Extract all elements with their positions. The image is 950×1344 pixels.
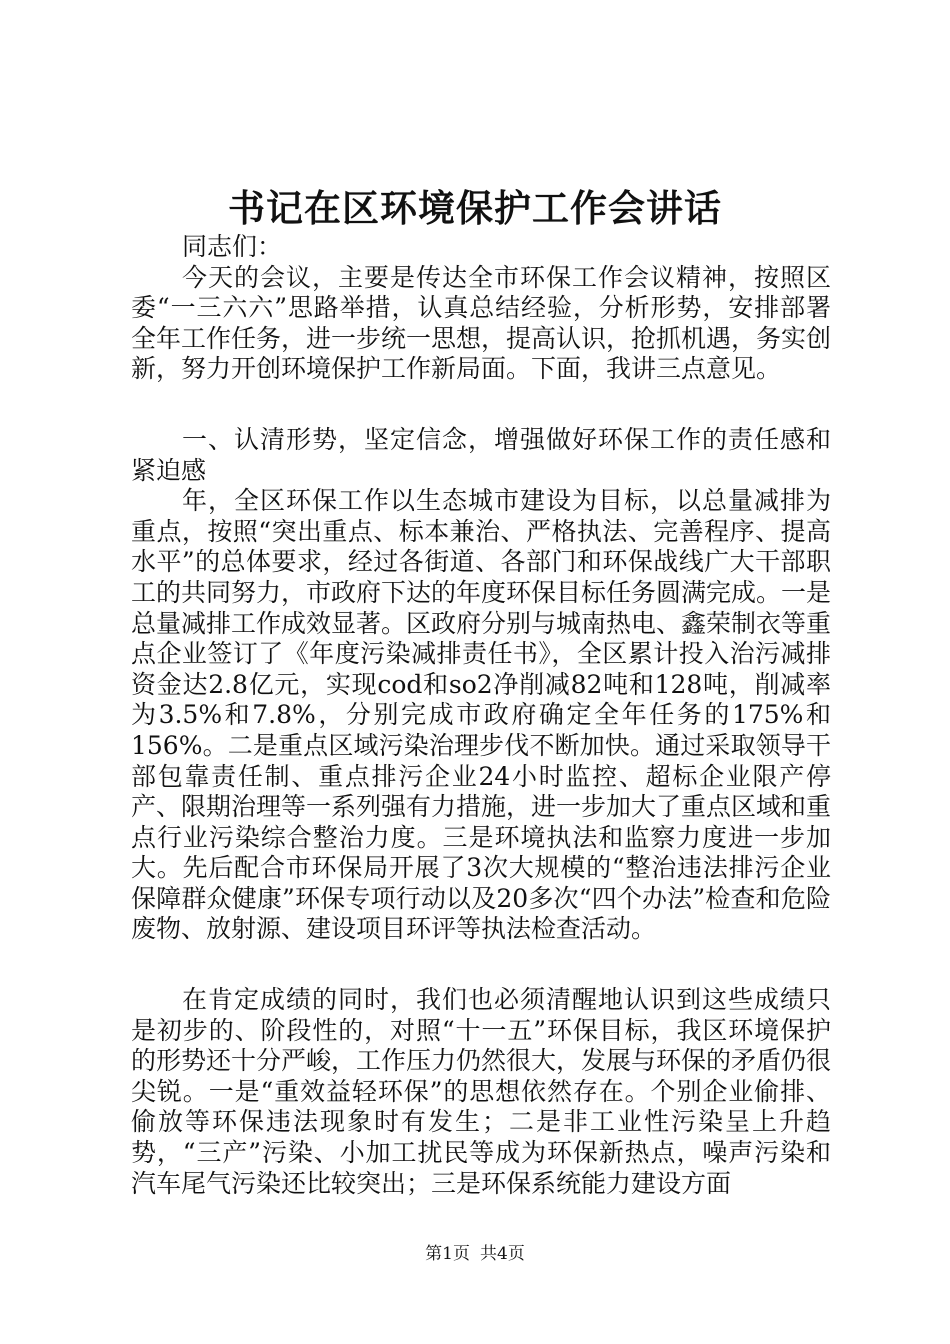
page-number: 第1页 [425,1244,470,1264]
achievements-paragraph: 年，全区环保工作以生态城市建设为目标，以总量减排为重点，按照“突出重点、标本兼治、严格执法、完善程序、提高水平”的总体要求，经过各街道、各部门和环保战线广大干部职工的共同努力，市政府下达的年度环保目标任务圆满完成。一是总量减排工作成效显著。区政府分别与城南热电、鑫荣制衣等重点企业签订了《年度污染减排责任书》，全区累计投入治污减排资金达2.8亿元，实现cod和so2净削减82吨和128吨，削减率为3.5%和7.8%，分别完成市政府确定全年任务的175%和156%。二是重点区域污染治理步伐不断加快。通过采取领导干部包靠责任制、重点排污企业24小时监控、超标企业限产停产、限期治理等一系列强有力措施，进一步加大了重点区域和重点行业污染综合整治力度。三是环境执法和监察力度进一步加大。先后配合市环保局开展了3次大规模的“整治违法排污企业保障群众健康”环保专项行动以及20多次“四个办法”检查和危险废物、放射源、建设项目环评等执法检查活动。 [131,486,832,944]
page-total: 共4页 [480,1244,525,1264]
intro-paragraph: 今天的会议，主要是传达全市环保工作会议精神，按照区委“一三六六”思路举措，认真总结经验，分析形势，安排部署全年工作任务，进一步统一思想，提高认识，抢抓机遇，务实创新，努力开创环境保护工作新局面。下面，我讲三点意见。 [131,262,832,384]
salutation: 同志们： [182,232,283,261]
document-title: 书记在区环境保护工作会讲话 [228,186,722,230]
paragraph-spacer [131,945,831,985]
section-heading: 一、认清形势，坚定信念，增强做好环保工作的责任感和紧迫感 [131,424,831,485]
page-footer [0,1243,950,1265]
document-body [131,232,831,1199]
paragraph-spacer [131,385,831,425]
challenges-paragraph: 在肯定成绩的同时，我们也必须清醒地认识到这些成绩只是初步的、阶段性的，对照“十一五”环保目标，我区环境保护的形势还十分严峻，工作压力仍然很大，发展与环保的矛盾仍很尖锐。一是“重效益轻环保”的思想依然存在。个别企业偷排、偷放等环保违法现象时有发生；二是非工业性污染呈上升趋势，“三产”污染、小加工扰民等成为环保新热点，噪声污染和汽车尾气污染还比较突出；三是环保系统能力建设方面 [131,985,832,1198]
